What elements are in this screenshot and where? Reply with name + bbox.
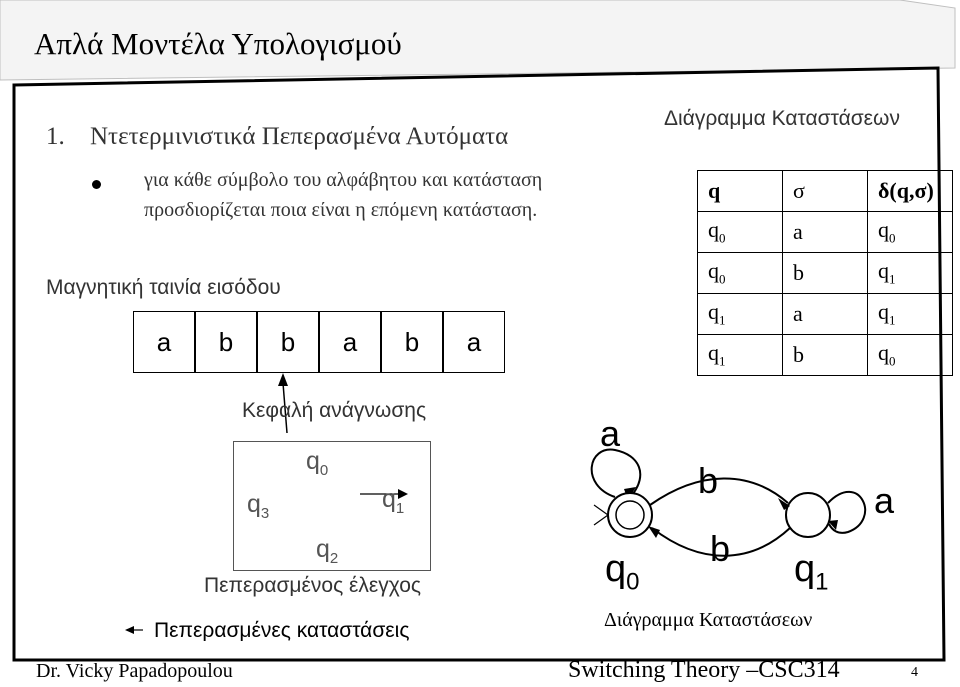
header-q: q xyxy=(698,171,783,212)
diagram-caption: Διάγραμμα Καταστάσεων xyxy=(604,609,813,631)
state-q0: $q_0$ xyxy=(306,447,329,479)
cell-q: $q_0$ xyxy=(698,212,783,253)
states-label: Πεπερασμένες καταστάσεις xyxy=(154,619,410,641)
tape-cell: b xyxy=(195,311,257,373)
table-title: Διάγραμμα Καταστάσεων xyxy=(664,107,900,130)
cell-q: $q_1$ xyxy=(698,294,783,335)
control-label: Πεπερασμένος έλεγχος xyxy=(204,574,422,597)
cell-sigma: a xyxy=(783,294,868,335)
q1-label: $q_1$ xyxy=(794,548,829,596)
footer-author: Dr. Vicky Papadopoulou xyxy=(36,660,233,682)
state-q3: $q_3$ xyxy=(247,490,270,522)
edge-top-label: b xyxy=(698,460,719,501)
state-q1-circle xyxy=(786,493,830,537)
tape-cell: b xyxy=(257,311,319,373)
state-q2: $q_2$ xyxy=(316,535,339,567)
tape-cell: a xyxy=(443,311,505,373)
cell-delta: $q_1$ xyxy=(868,253,953,294)
header-sigma: σ xyxy=(783,171,868,212)
footer-course: Switching Theory –CSC314 xyxy=(568,657,840,683)
edge-bottom-label: b xyxy=(710,528,731,569)
tape-label: Μαγνητική ταινία εισόδου xyxy=(46,276,281,299)
cell-q: $q_1$ xyxy=(698,335,783,376)
cell-q: $q_0$ xyxy=(698,253,783,294)
state-q1: $q_1$ xyxy=(382,485,405,517)
cell-sigma: a xyxy=(783,212,868,253)
cell-delta: $q_0$ xyxy=(868,212,953,253)
q0-label: $q_0$ xyxy=(605,548,640,596)
cell-delta: $q_0$ xyxy=(868,335,953,376)
start-arrow xyxy=(594,505,608,515)
page-number: 4 xyxy=(911,665,918,680)
tape-cell: a xyxy=(133,311,195,373)
section-title: Ντετερμινιστικά Πεπερασμένα Αυτόματα xyxy=(90,123,509,150)
loop-q0-label: a xyxy=(600,413,621,454)
loop-q1-label: a xyxy=(874,480,895,521)
head-label: Κεφαλή ανάγνωσης xyxy=(242,399,427,422)
cell-delta: $q_1$ xyxy=(868,294,953,335)
tape-cell: a xyxy=(319,311,381,373)
bullet-line-1: για κάθε σύμβολο του αλφάβητου και κατάσταση xyxy=(144,169,543,191)
bullet-line-2: προσδιορίζεται ποια είναι η επόμενη κατάσταση. xyxy=(144,199,538,221)
section-number: 1. xyxy=(46,123,65,150)
edge-q0-q1 xyxy=(650,478,788,505)
tape-cell: b xyxy=(381,311,443,373)
slide-title: Απλά Μοντέλα Υπολογισμού xyxy=(34,26,402,61)
header-delta: δ(q,σ) xyxy=(868,171,953,212)
cell-sigma: b xyxy=(783,335,868,376)
cell-sigma: b xyxy=(783,253,868,294)
